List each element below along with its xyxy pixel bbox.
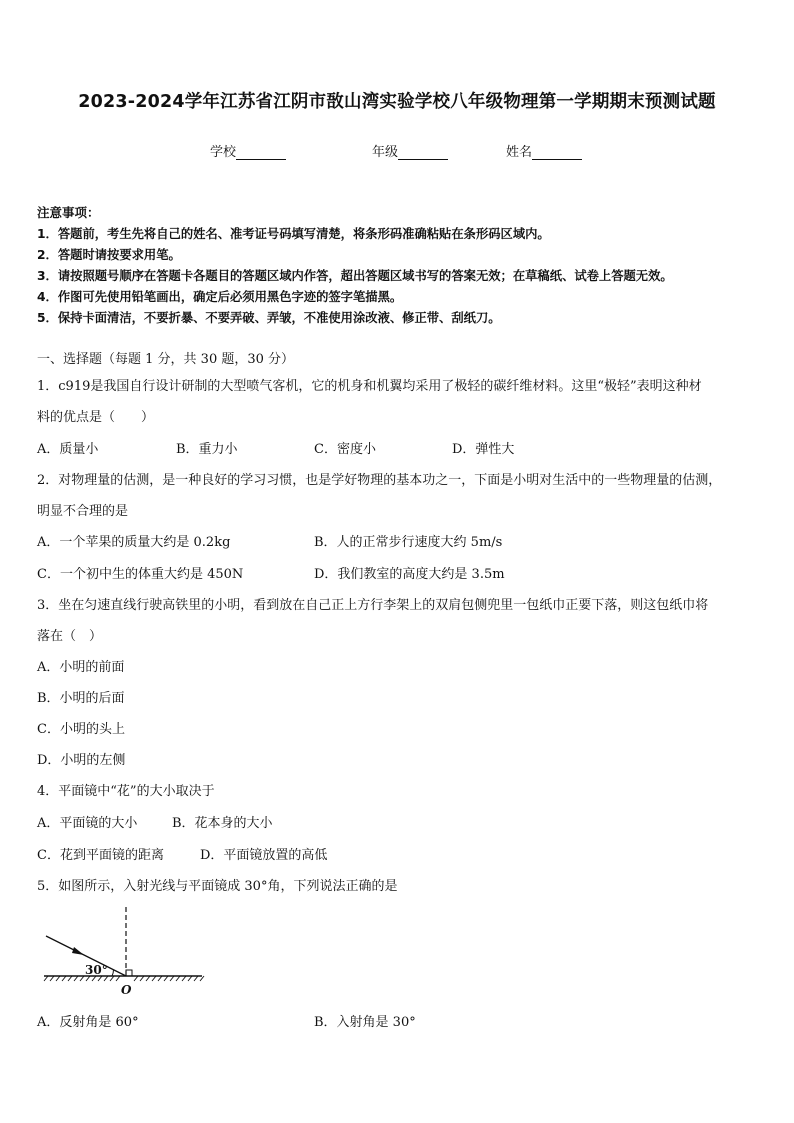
notice-item: 1．答题前，考生先将自己的姓名、准考证号码填写清楚，将条形码准确粘贴在条形码区域内。: [37, 227, 550, 241]
q1-stem-line2: 料的优点是（ ）: [37, 410, 155, 425]
q3-option-b: B．小明的后面: [37, 691, 125, 706]
notice-heading: 注意事项：: [37, 205, 100, 220]
q4-option-a: A．平面镜的大小: [37, 816, 138, 831]
q2-stem-line1: 2．对物理量的估测，是一种良好的学习习惯，也是学好物理的基本功之一，下面是小明对生活中的一些物理量的估测，: [37, 473, 722, 488]
grade-label: 年级: [372, 145, 399, 160]
q2-option-c: C．一个初中生的体重大约是 450N: [37, 567, 244, 582]
q1-stem-line1: 1．c919是我国自行设计研制的大型喷气客机，它的机身和机翼均采用了极轻的碳纤维材料。这里“极轻”表明这种材: [37, 379, 702, 394]
page-title: 2023-2024学年江苏省江阴市敔山湾实验学校八年级物理第一学期期末预测试题: [78, 92, 716, 112]
name-field: [506, 141, 582, 160]
q2-option-b: B．人的正常步行速度大约 5m/s: [314, 535, 503, 550]
q2-option-d: D．我们教室的高度大约是 3.5m: [314, 567, 505, 582]
mirror-diagram: [40, 903, 210, 998]
name-label: 姓名: [506, 145, 533, 160]
q2-option-a: A．一个苹果的质量大约是 0.2kg: [37, 535, 231, 550]
q5-option-a: A．反射角是 60°: [37, 1015, 139, 1030]
q5-stem: 5．如图所示，入射光线与平面镜成 30°角，下列说法正确的是: [37, 879, 398, 894]
angle-label: 30°: [85, 963, 108, 977]
q3-option-c: C．小明的头上: [37, 722, 125, 737]
q1-option-c: C．密度小: [314, 442, 376, 457]
q1-option-a: A．质量小: [37, 442, 99, 457]
q4-option-c: C．花到平面镜的距离: [37, 848, 164, 863]
grade-field: [372, 141, 448, 160]
section-heading: 一、选择题（每题 1 分，共 30 题，30 分）: [37, 352, 295, 367]
school-label: 学校: [210, 145, 237, 160]
angle-arc: [112, 970, 114, 976]
q4-option-d: D．平面镜放置的高低: [200, 848, 328, 863]
q3-option-d: D．小明的左侧: [37, 753, 126, 768]
q3-stem-line1: 3．坐在匀速直线行驶高铁里的小明，看到放在自己正上方行李架上的双肩包侧兜里一包纸巾正要下落，则这包纸巾将: [37, 598, 709, 613]
notice-item: 2．答题时请按要求用笔。: [37, 248, 181, 262]
q5-option-b: B．入射角是 30°: [314, 1015, 416, 1030]
q2-stem-line2: 明显不合理的是: [37, 504, 129, 519]
notice-item: 5．保持卡面清洁，不要折暴、不要弄破、弄皱，不准使用涂改液、修正带、刮纸刀。: [37, 311, 501, 325]
q4-option-b: B．花本身的大小: [172, 816, 273, 831]
q3-option-a: A．小明的前面: [37, 660, 125, 675]
mirror-reflection-figure: [40, 903, 210, 1002]
incident-arrowhead: [72, 947, 84, 955]
right-angle-mark: [126, 970, 132, 976]
q4-stem: 4．平面镜中“花”的大小取决于: [37, 784, 215, 799]
grade-blank: [398, 145, 448, 160]
notice-item: 3．请按照题号顺序在答题卡各题目的答题区域内作答，超出答题区域书写的答案无效；在草稿纸、试卷上答题无效。: [37, 269, 673, 283]
q1-option-d: D．弹性大: [452, 442, 515, 457]
name-blank: [532, 145, 582, 160]
school-field: [210, 141, 286, 160]
q1-option-b: B．重力小: [176, 442, 238, 457]
q3-stem-line2: 落在（ ）: [37, 629, 103, 644]
point-o-label: O: [121, 983, 132, 997]
school-blank: [236, 145, 286, 160]
notice-item: 4．作图可先使用铅笔画出，确定后必须用黑色字迹的签字笔描黑。: [37, 290, 403, 304]
